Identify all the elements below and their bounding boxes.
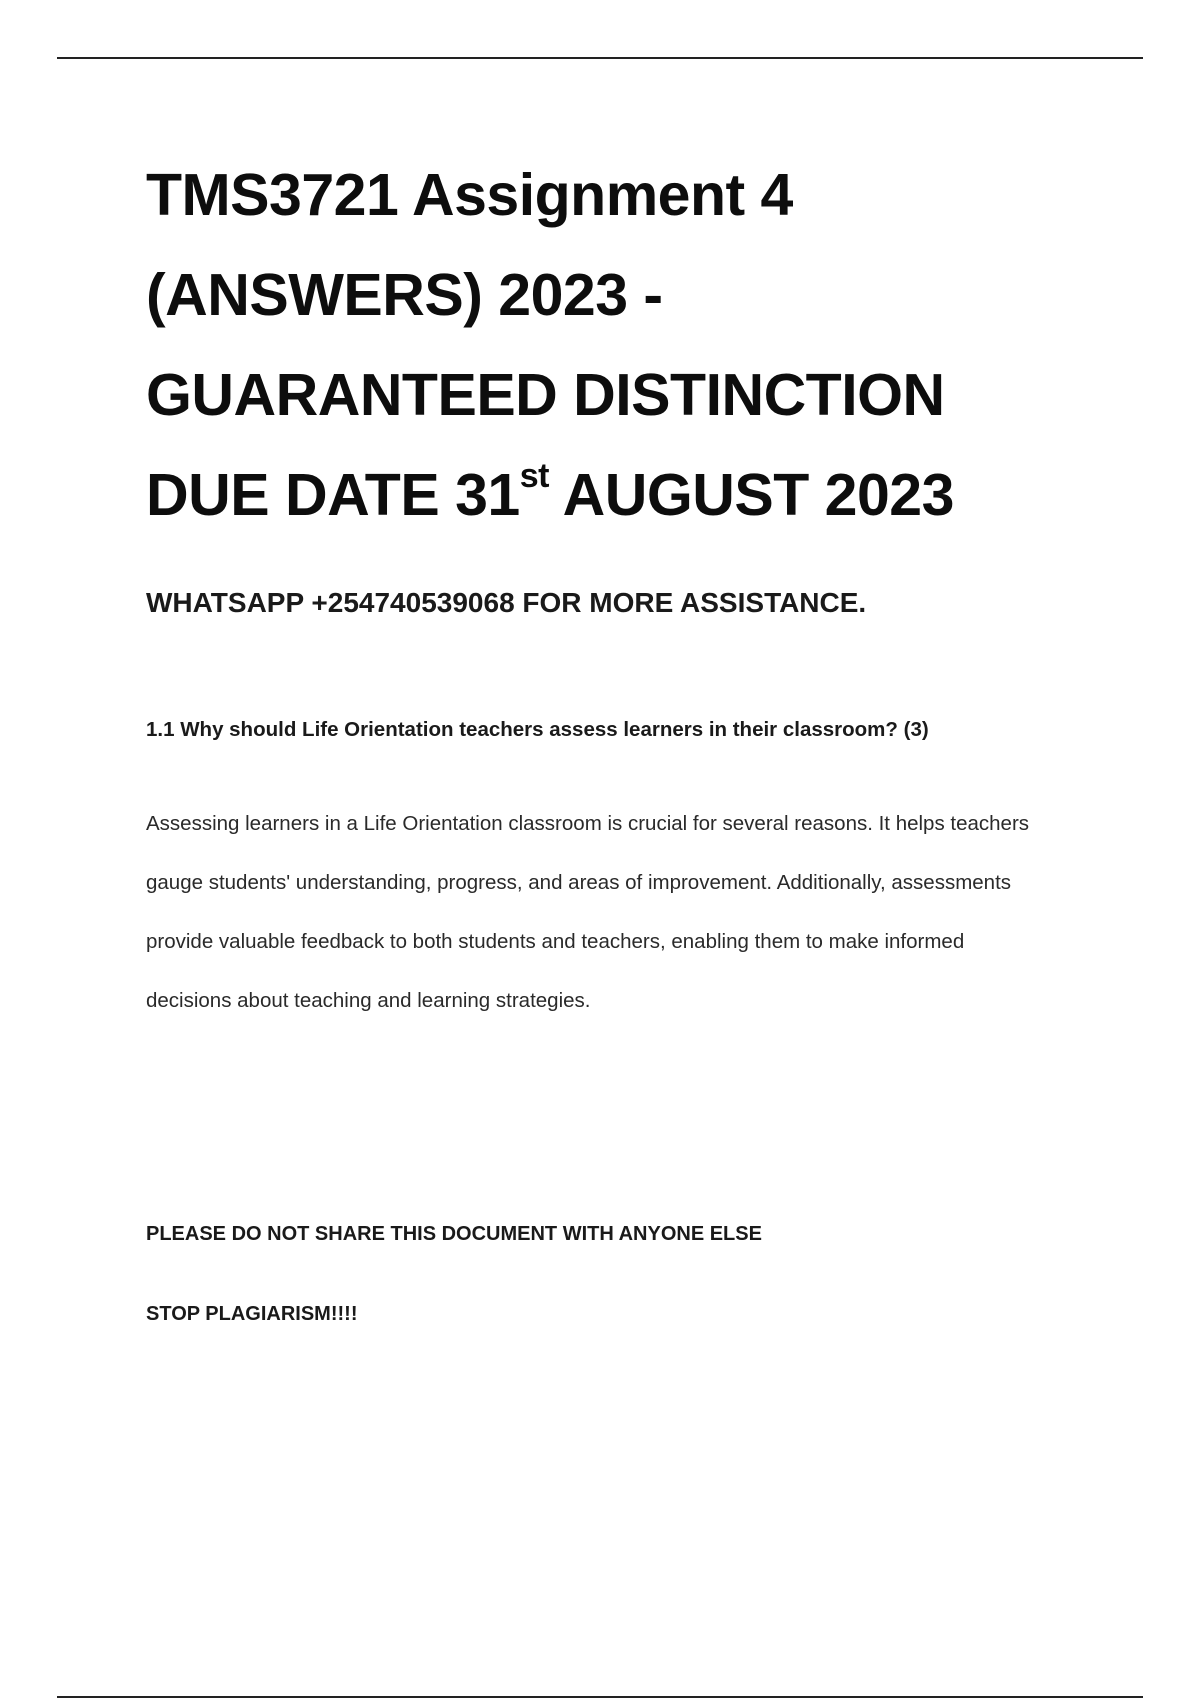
contact-line: WHATSAPP +254740539068 FOR MORE ASSISTANCE. xyxy=(146,587,867,618)
due-date-line xyxy=(146,445,1106,545)
question-heading: 1.1 Why should Life Orientation teachers assess learners in their classroom? (3) xyxy=(146,718,929,741)
answer-line-4: decisions about teaching and learning strategies. xyxy=(146,989,591,1012)
due-date-superscript: st xyxy=(519,457,549,495)
title-line-1: TMS3721 Assignment 4 xyxy=(146,162,793,228)
title-line-2: (ANSWERS) 2023 - xyxy=(146,262,663,328)
answer-line-3: provide valuable feedback to both students and teachers, enabling them to make informed xyxy=(146,930,965,953)
share-notice: PLEASE DO NOT SHARE THIS DOCUMENT WITH ANYONE ELSE xyxy=(146,1223,762,1245)
bottom-rule xyxy=(57,1696,1143,1698)
document-body xyxy=(146,145,1106,1328)
top-rule xyxy=(57,57,1143,59)
due-date-prefix: DUE DATE 31 xyxy=(146,462,520,528)
plagiarism-notice: STOP PLAGIARISM!!!! xyxy=(146,1303,358,1325)
due-date-suffix: AUGUST 2023 xyxy=(548,462,954,528)
answer-paragraph xyxy=(146,794,1106,1030)
answer-line-1: Assessing learners in a Life Orientation classroom is crucial for several reasons. It helps teachers xyxy=(146,812,1030,835)
answer-line-2: gauge students' understanding, progress, and areas of improvement. Additionally, assessments xyxy=(146,871,1012,894)
title-line-3: GUARANTEED DISTINCTION xyxy=(146,362,945,428)
